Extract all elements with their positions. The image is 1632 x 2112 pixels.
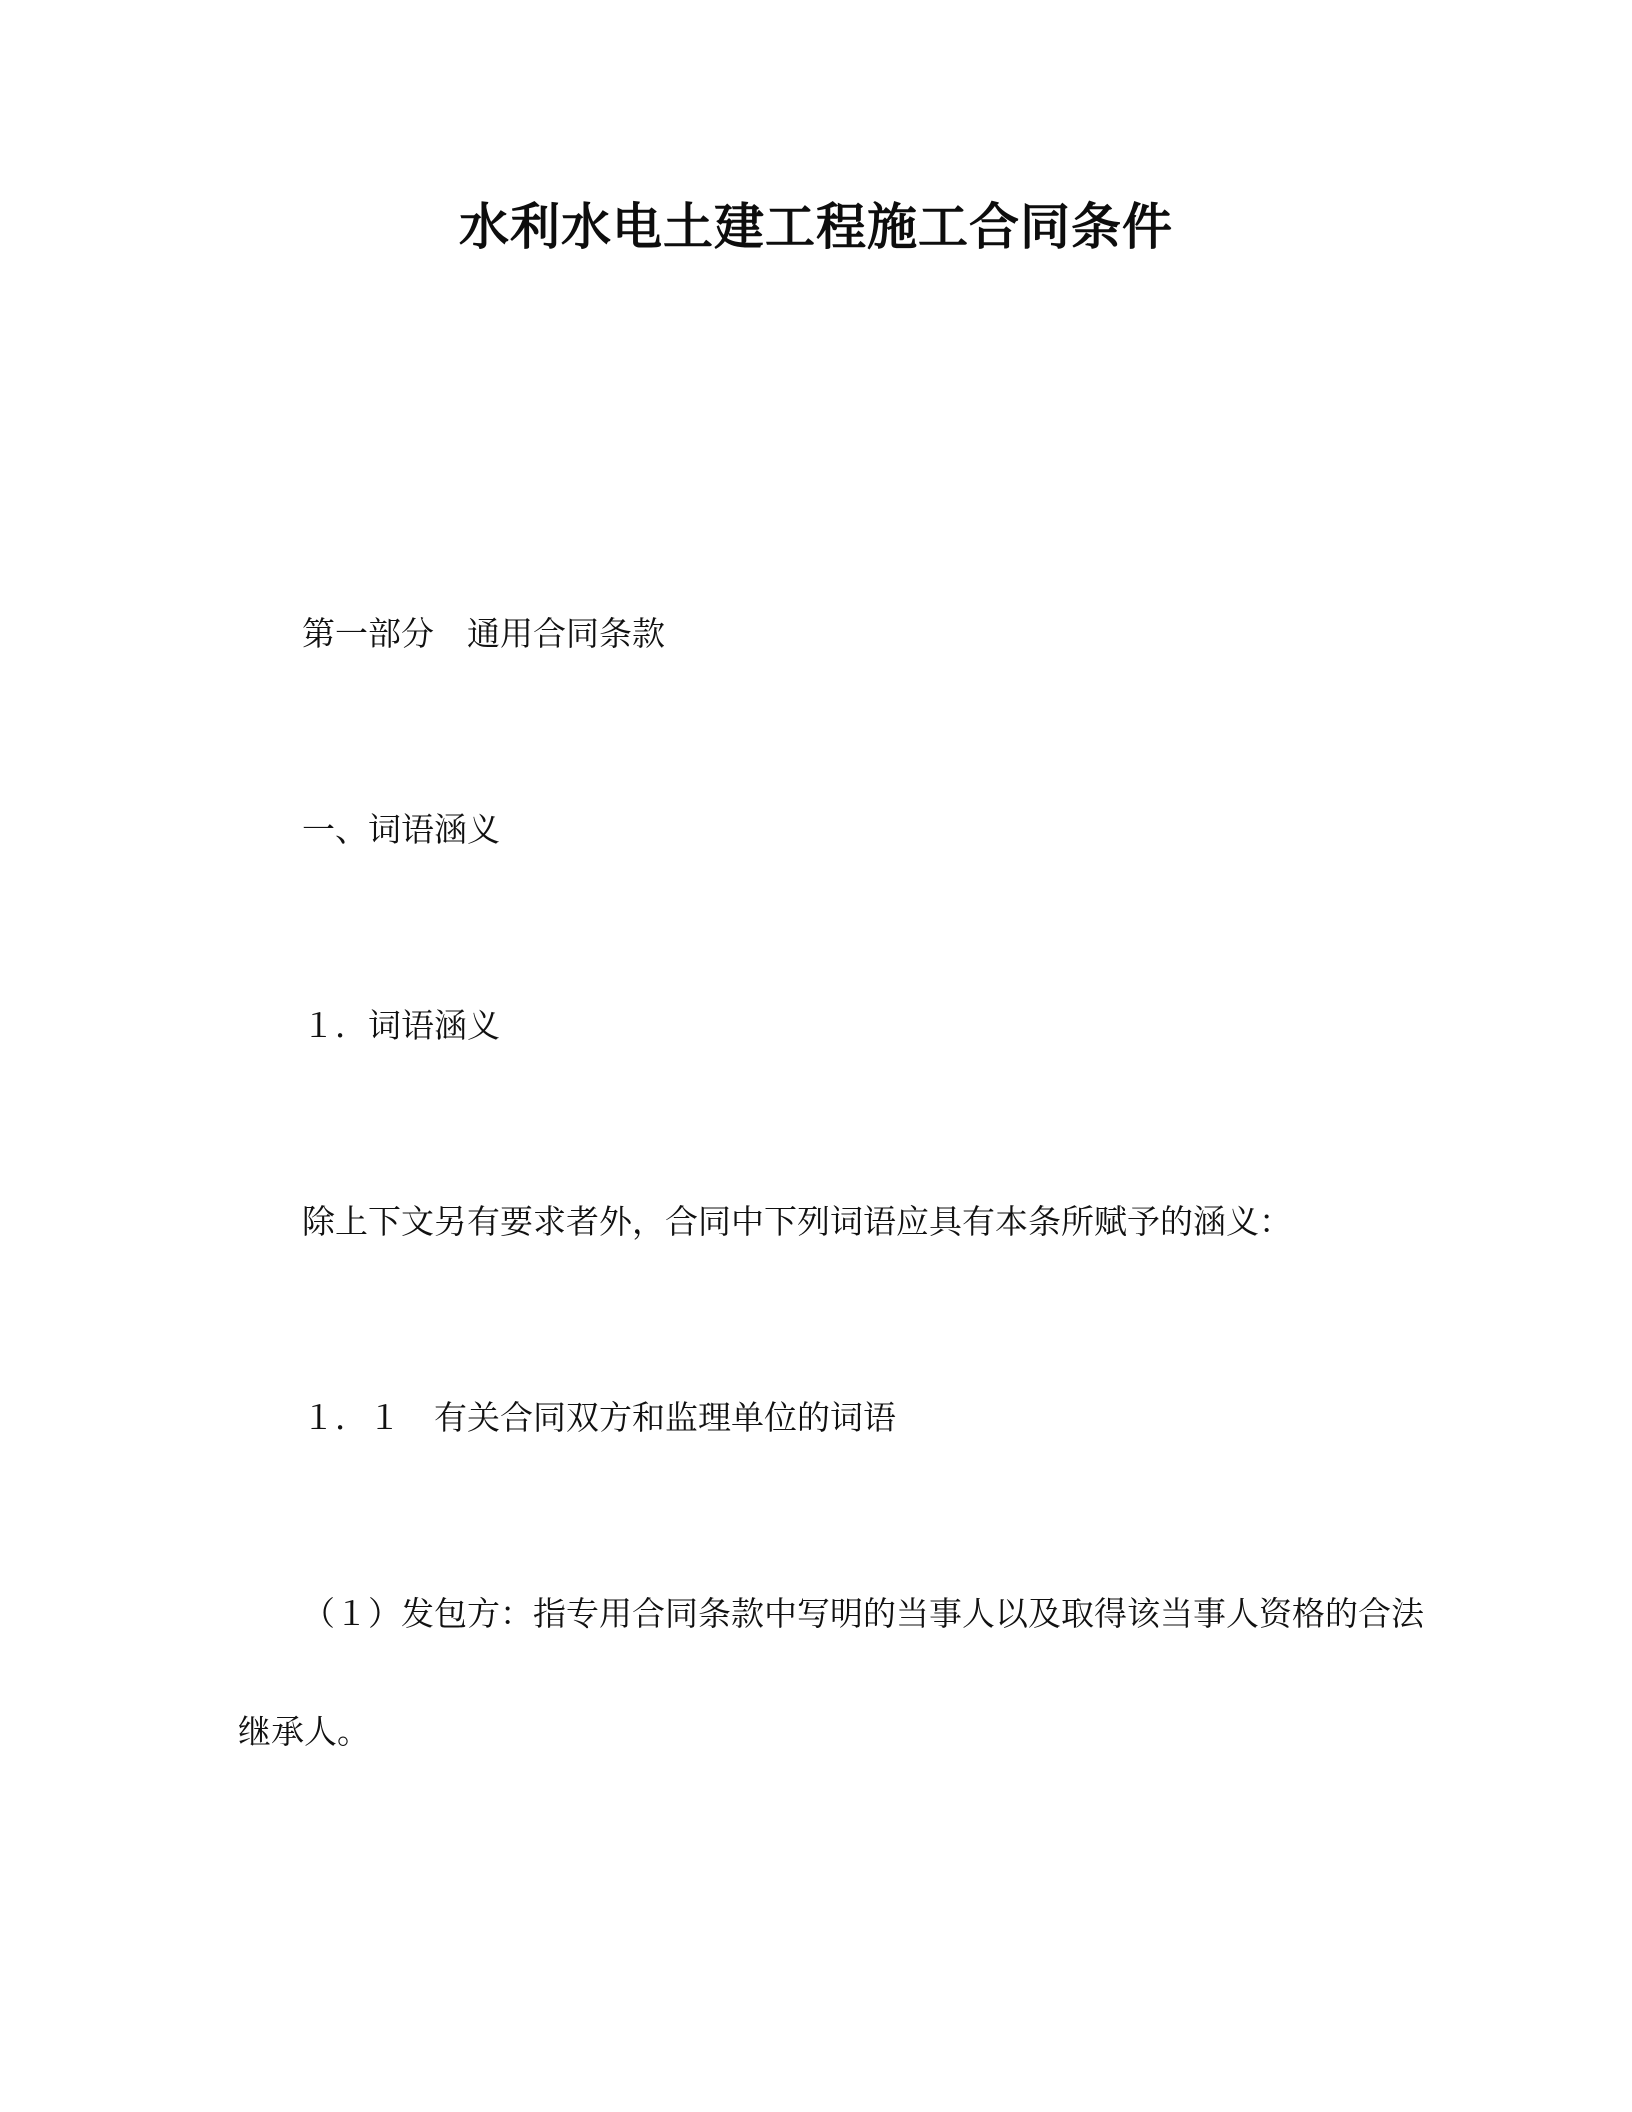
part-heading: 第一部分 通用合同条款 [302,614,665,653]
definition-item-line-2: 继承人。 [238,1712,370,1751]
clause-heading: １．词语涵义 [302,1006,500,1045]
definition-item-line-1: （１）发包方：指专用合同条款中写明的当事人以及取得该当事人资格的合法 [302,1594,1424,1633]
subclause-heading: １．１ 有关合同双方和监理单位的词语 [302,1398,896,1437]
document-title: 水利水电土建工程施工合同条件 [459,198,1173,256]
intro-paragraph: 除上下文另有要求者外，合同中下列词语应具有本条所赋予的涵义： [302,1202,1292,1241]
section-heading: 一、词语涵义 [302,810,500,849]
